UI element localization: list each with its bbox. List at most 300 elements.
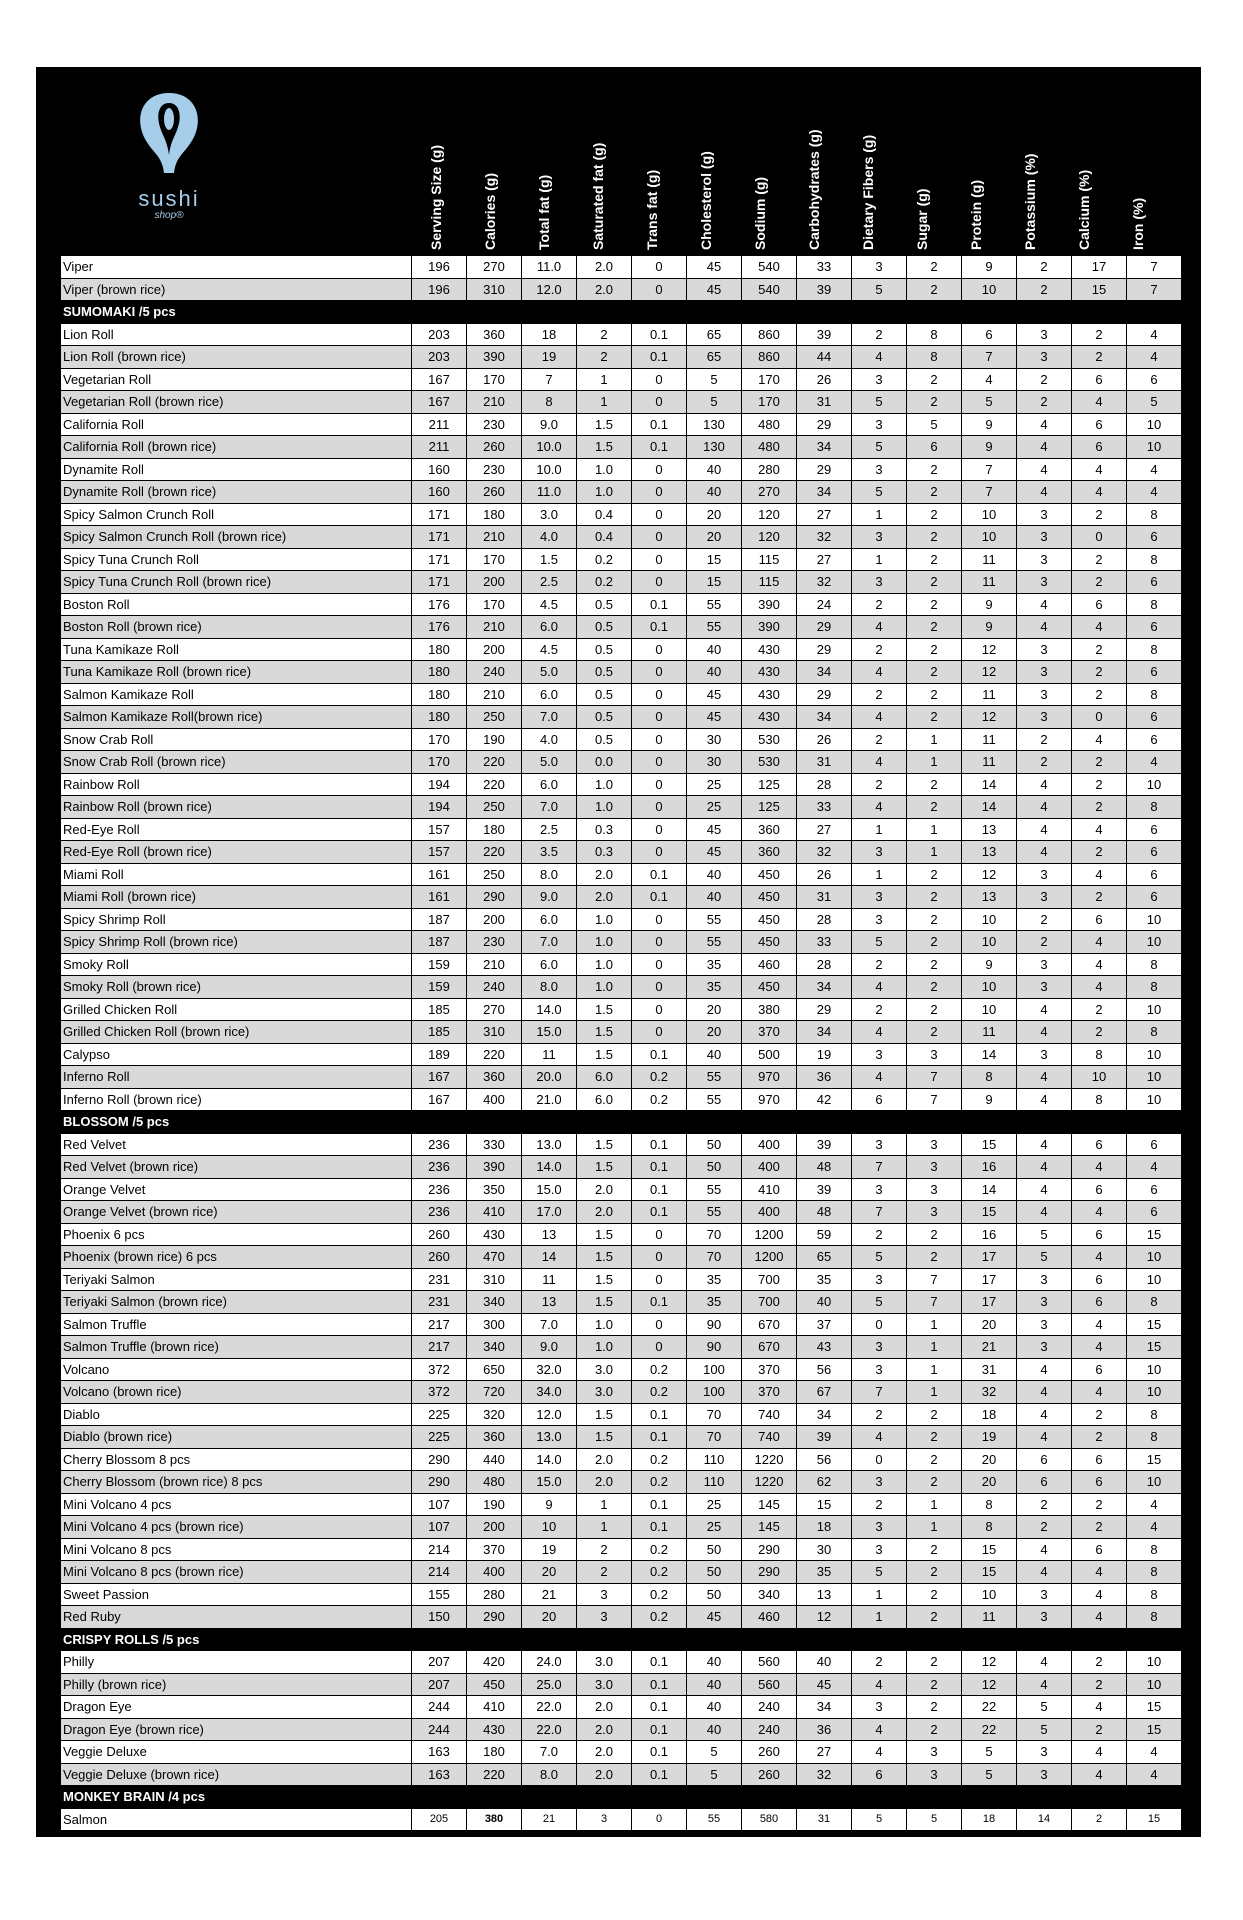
table-cell: 2 <box>852 1493 907 1516</box>
table-row <box>61 548 1182 571</box>
table-cell: 11 <box>962 728 1017 751</box>
table-cell: 4 <box>852 1718 907 1741</box>
table-cell: 1 <box>577 1493 632 1516</box>
table-cell: 2 <box>1072 638 1127 661</box>
table-cell: 31 <box>797 751 852 774</box>
table-cell: 3 <box>1017 1268 1072 1291</box>
table-cell: 2 <box>907 796 962 819</box>
table-cell: 3 <box>852 256 907 279</box>
table-cell: 2 <box>907 953 962 976</box>
table-cell: 2 <box>1017 256 1072 279</box>
table-cell: 21 <box>522 1583 577 1606</box>
table-cell: 2 <box>1072 796 1127 819</box>
table-cell: 3 <box>1017 886 1072 909</box>
item-name: Mini Volcano 8 pcs <box>61 1538 412 1561</box>
table-cell: 7.0 <box>522 706 577 729</box>
table-cell: 8 <box>1127 683 1182 706</box>
table-cell: 180 <box>467 503 522 526</box>
table-cell: 31 <box>797 886 852 909</box>
table-cell: 15 <box>962 1538 1017 1561</box>
table-cell: 0 <box>632 256 687 279</box>
table-cell: 210 <box>467 526 522 549</box>
table-row <box>61 863 1182 886</box>
table-cell: 500 <box>742 1043 797 1066</box>
table-cell: 2 <box>1017 1516 1072 1539</box>
table-cell: 10 <box>962 908 1017 931</box>
table-cell: 4 <box>1017 458 1072 481</box>
table-cell: 4 <box>852 706 907 729</box>
table-cell: 240 <box>467 976 522 999</box>
table-cell: 37 <box>797 1313 852 1336</box>
table-cell: 470 <box>467 1246 522 1269</box>
table-cell: 2 <box>907 773 962 796</box>
table-cell: 3.0 <box>577 1673 632 1696</box>
table-cell: 2 <box>907 278 962 301</box>
table-cell: 1 <box>577 1516 632 1539</box>
table-cell: 1 <box>852 548 907 571</box>
table-cell: 360 <box>467 1426 522 1449</box>
table-cell: 4 <box>1072 481 1127 504</box>
table-cell: 3 <box>852 413 907 436</box>
table-cell: 4 <box>1072 931 1127 954</box>
table-cell: 20 <box>522 1561 577 1584</box>
table-cell: 1.0 <box>577 953 632 976</box>
table-cell: 6 <box>1072 593 1127 616</box>
table-cell: 171 <box>412 503 467 526</box>
table-cell: 14 <box>962 1043 1017 1066</box>
table-cell: 210 <box>467 391 522 414</box>
table-cell: 2 <box>907 1718 962 1741</box>
table-cell: 40 <box>687 481 742 504</box>
table-cell: 5 <box>852 391 907 414</box>
table-cell: 400 <box>742 1201 797 1224</box>
table-cell: 4 <box>1072 818 1127 841</box>
table-cell: 14 <box>1017 1808 1072 1831</box>
table-cell: 10 <box>1127 1246 1182 1269</box>
table-cell: 6.0 <box>577 1066 632 1089</box>
table-cell: 0.2 <box>632 1606 687 1629</box>
table-cell: 4 <box>1072 1696 1127 1719</box>
table-cell: 15 <box>1072 278 1127 301</box>
table-cell: 0.3 <box>577 841 632 864</box>
table-row <box>61 638 1182 661</box>
item-name: Dynamite Roll (brown rice) <box>61 481 412 504</box>
table-cell: 1.5 <box>577 1403 632 1426</box>
table-cell: 10 <box>962 278 1017 301</box>
table-cell: 39 <box>797 323 852 346</box>
table-cell: 1 <box>907 1358 962 1381</box>
table-cell: 6 <box>907 436 962 459</box>
table-cell: 4 <box>1017 1088 1072 1111</box>
table-cell: 214 <box>412 1561 467 1584</box>
table-cell: 190 <box>467 1493 522 1516</box>
table-cell: 6 <box>1127 661 1182 684</box>
table-cell: 10 <box>1127 1066 1182 1089</box>
table-cell: 10 <box>1127 1358 1182 1381</box>
table-cell: 4 <box>1127 1763 1182 1786</box>
table-cell: 0 <box>632 391 687 414</box>
table-cell: 10 <box>1127 1673 1182 1696</box>
table-cell: 8 <box>1127 1291 1182 1314</box>
table-cell: 28 <box>797 908 852 931</box>
item-name: Salmon Truffle <box>61 1313 412 1336</box>
table-cell: 410 <box>467 1696 522 1719</box>
table-cell: 310 <box>467 1021 522 1044</box>
table-cell: 120 <box>742 526 797 549</box>
item-name: Viper (brown rice) <box>61 278 412 301</box>
table-row <box>61 458 1182 481</box>
table-cell: 4.5 <box>522 593 577 616</box>
table-cell: 0.1 <box>632 346 687 369</box>
table-cell: 3 <box>852 1471 907 1494</box>
table-cell: 860 <box>742 323 797 346</box>
table-cell: 236 <box>412 1156 467 1179</box>
table-cell: 3 <box>852 458 907 481</box>
table-cell: 189 <box>412 1043 467 1066</box>
table-cell: 14 <box>962 773 1017 796</box>
table-cell: 8 <box>1127 976 1182 999</box>
table-cell: 720 <box>467 1381 522 1404</box>
table-cell: 700 <box>742 1291 797 1314</box>
table-cell: 4 <box>1072 458 1127 481</box>
table-cell: 50 <box>687 1156 742 1179</box>
column-header-label: Sugar (g) <box>914 188 930 250</box>
table-cell: 8 <box>1127 796 1182 819</box>
table-row <box>61 593 1182 616</box>
table-cell: 0 <box>632 908 687 931</box>
table-cell: 670 <box>742 1336 797 1359</box>
table-cell: 3 <box>1017 571 1072 594</box>
table-cell: 230 <box>467 458 522 481</box>
table-row <box>61 1696 1182 1719</box>
table-cell: 530 <box>742 751 797 774</box>
item-name: California Roll (brown rice) <box>61 436 412 459</box>
table-cell: 6 <box>1127 886 1182 909</box>
table-cell: 2 <box>907 526 962 549</box>
table-row <box>61 1403 1182 1426</box>
table-row <box>61 1156 1182 1179</box>
table-cell: 5 <box>1017 1246 1072 1269</box>
table-cell: 11 <box>522 1043 577 1066</box>
table-cell: 2.0 <box>577 863 632 886</box>
table-cell: 2 <box>907 548 962 571</box>
table-row <box>61 1471 1182 1494</box>
table-cell: 1220 <box>742 1448 797 1471</box>
table-cell: 40 <box>797 1651 852 1674</box>
table-cell: 15.0 <box>522 1178 577 1201</box>
table-cell: 2 <box>1072 1808 1127 1831</box>
table-cell: 1.0 <box>577 1336 632 1359</box>
table-cell: 0.1 <box>632 1718 687 1741</box>
table-cell: 0 <box>1072 706 1127 729</box>
table-cell: 125 <box>742 796 797 819</box>
table-cell: 0.1 <box>632 1201 687 1224</box>
table-cell: 270 <box>467 998 522 1021</box>
item-name: Viper <box>61 256 412 279</box>
table-cell: 14 <box>962 1178 1017 1201</box>
item-name: Inferno Roll <box>61 1066 412 1089</box>
table-cell: 0 <box>632 818 687 841</box>
section-title: MONKEY BRAIN /4 pcs <box>61 1786 1182 1809</box>
column-header-label: Protein (g) <box>968 180 984 250</box>
table-cell: 2 <box>1072 571 1127 594</box>
table-cell: 3 <box>1017 346 1072 369</box>
table-cell: 2 <box>1017 728 1072 751</box>
table-cell: 25 <box>687 1493 742 1516</box>
table-cell: 6 <box>1072 1358 1127 1381</box>
table-cell: 36 <box>797 1066 852 1089</box>
item-name: Spicy Tuna Crunch Roll (brown rice) <box>61 571 412 594</box>
table-cell: 8 <box>1127 1538 1182 1561</box>
table-cell: 20 <box>962 1448 1017 1471</box>
table-cell: 8 <box>522 391 577 414</box>
table-cell: 430 <box>467 1718 522 1741</box>
table-row <box>61 616 1182 639</box>
item-name: Red Velvet <box>61 1133 412 1156</box>
table-cell: 5.0 <box>522 751 577 774</box>
table-cell: 12.0 <box>522 1403 577 1426</box>
item-name: Teriyaki Salmon (brown rice) <box>61 1291 412 1314</box>
table-cell: 10 <box>1127 931 1182 954</box>
table-cell: 2.0 <box>577 1763 632 1786</box>
table-cell: 4 <box>1017 481 1072 504</box>
table-cell: 19 <box>962 1426 1017 1449</box>
table-cell: 4 <box>1072 1741 1127 1764</box>
table-cell: 203 <box>412 323 467 346</box>
table-row <box>61 998 1182 1021</box>
table-row <box>61 683 1182 706</box>
item-name: Miami Roll (brown rice) <box>61 886 412 909</box>
table-cell: 330 <box>467 1133 522 1156</box>
table-cell: 2 <box>907 1246 962 1269</box>
table-row <box>61 1606 1182 1629</box>
table-cell: 4 <box>852 346 907 369</box>
table-cell: 0 <box>632 1313 687 1336</box>
table-cell: 380 <box>742 998 797 1021</box>
table-cell: 240 <box>742 1718 797 1741</box>
table-cell: 4 <box>1017 1156 1072 1179</box>
table-row <box>61 1088 1182 1111</box>
table-cell: 3 <box>907 1763 962 1786</box>
table-cell: 430 <box>467 1223 522 1246</box>
table-cell: 460 <box>742 953 797 976</box>
column-header-label: Calcium (%) <box>1076 169 1092 250</box>
table-cell: 2 <box>852 1223 907 1246</box>
item-name: Rainbow Roll <box>61 773 412 796</box>
table-cell: 211 <box>412 436 467 459</box>
table-cell: 6 <box>1072 1448 1127 1471</box>
column-header <box>1074 70 1094 250</box>
table-cell: 10 <box>962 526 1017 549</box>
item-name: Vegetarian Roll (brown rice) <box>61 391 412 414</box>
table-cell: 4 <box>1127 1493 1182 1516</box>
table-cell: 0 <box>632 773 687 796</box>
table-cell: 214 <box>412 1538 467 1561</box>
table-cell: 450 <box>742 886 797 909</box>
table-cell: 1 <box>907 728 962 751</box>
table-cell: 340 <box>742 1583 797 1606</box>
table-cell: 159 <box>412 953 467 976</box>
table-cell: 13 <box>962 841 1017 864</box>
table-cell: 0.1 <box>632 1156 687 1179</box>
table-cell: 6 <box>1072 1471 1127 1494</box>
table-cell: 40 <box>687 863 742 886</box>
column-header <box>588 70 608 250</box>
table-cell: 5 <box>687 368 742 391</box>
table-cell: 8 <box>1127 1403 1182 1426</box>
table-cell: 220 <box>467 751 522 774</box>
table-cell: 11 <box>962 1021 1017 1044</box>
table-cell: 0.4 <box>577 526 632 549</box>
item-name: Salmon Kamikaze Roll(brown rice) <box>61 706 412 729</box>
table-cell: 4 <box>852 1741 907 1764</box>
table-cell: 15 <box>962 1561 1017 1584</box>
table-cell: 3 <box>1017 548 1072 571</box>
table-cell: 26 <box>797 863 852 886</box>
table-cell: 280 <box>467 1583 522 1606</box>
table-cell: 6 <box>1072 1178 1127 1201</box>
table-cell: 18 <box>522 323 577 346</box>
table-cell: 0 <box>632 683 687 706</box>
table-cell: 350 <box>467 1178 522 1201</box>
table-cell: 0 <box>632 278 687 301</box>
table-cell: 11 <box>962 548 1017 571</box>
table-cell: 21 <box>522 1808 577 1831</box>
table-cell: 55 <box>687 931 742 954</box>
table-cell: 145 <box>742 1516 797 1539</box>
table-cell: 236 <box>412 1178 467 1201</box>
table-row <box>61 1538 1182 1561</box>
table-cell: 0.2 <box>577 548 632 571</box>
table-cell: 2 <box>1072 773 1127 796</box>
table-cell: 1 <box>852 818 907 841</box>
item-name: Cherry Blossom 8 pcs <box>61 1448 412 1471</box>
table-cell: 0 <box>632 661 687 684</box>
table-cell: 3 <box>907 1133 962 1156</box>
table-cell: 210 <box>467 953 522 976</box>
item-name: Smoky Roll <box>61 953 412 976</box>
table-cell: 250 <box>467 706 522 729</box>
table-row <box>61 1043 1182 1066</box>
table-cell: 55 <box>687 908 742 931</box>
table-cell: 100 <box>687 1381 742 1404</box>
table-cell: 0.1 <box>632 593 687 616</box>
table-cell: 4 <box>1127 1741 1182 1764</box>
table-row <box>61 1808 1182 1831</box>
table-row <box>61 841 1182 864</box>
table-cell: 25 <box>687 1516 742 1539</box>
table-cell: 0 <box>852 1448 907 1471</box>
table-cell: 27 <box>797 503 852 526</box>
table-cell: 27 <box>797 548 852 571</box>
table-cell: 130 <box>687 436 742 459</box>
item-name: Salmon Truffle (brown rice) <box>61 1336 412 1359</box>
table-row <box>61 908 1182 931</box>
item-name: Tuna Kamikaze Roll (brown rice) <box>61 661 412 684</box>
table-cell: 2 <box>1017 368 1072 391</box>
table-cell: 35 <box>797 1268 852 1291</box>
table-cell: 6.0 <box>522 953 577 976</box>
table-cell: 34.0 <box>522 1381 577 1404</box>
table-cell: 3.5 <box>522 841 577 864</box>
table-cell: 1.0 <box>577 481 632 504</box>
table-cell: 2 <box>1017 931 1072 954</box>
table-cell: 2 <box>1072 886 1127 909</box>
table-cell: 2 <box>907 683 962 706</box>
table-cell: 55 <box>687 1088 742 1111</box>
table-row <box>61 1718 1182 1741</box>
table-cell: 3 <box>1017 1741 1072 1764</box>
table-cell: 2 <box>907 616 962 639</box>
table-cell: 5 <box>907 413 962 436</box>
table-cell: 13.0 <box>522 1426 577 1449</box>
table-cell: 34 <box>797 1696 852 1719</box>
table-cell: 10 <box>1127 413 1182 436</box>
table-cell: 3 <box>852 908 907 931</box>
table-cell: 560 <box>742 1651 797 1674</box>
table-cell: 4 <box>852 751 907 774</box>
table-cell: 4 <box>1017 796 1072 819</box>
table-cell: 19 <box>522 346 577 369</box>
table-cell: 220 <box>467 1763 522 1786</box>
table-cell: 125 <box>742 773 797 796</box>
table-cell: 1200 <box>742 1246 797 1269</box>
table-cell: 0.1 <box>632 1516 687 1539</box>
table-cell: 370 <box>742 1021 797 1044</box>
table-cell: 14.0 <box>522 998 577 1021</box>
table-cell: 4 <box>962 368 1017 391</box>
table-cell: 20 <box>687 1021 742 1044</box>
column-header-label: Calories (g) <box>482 172 498 250</box>
table-cell: 110 <box>687 1448 742 1471</box>
table-cell: 210 <box>467 683 522 706</box>
table-cell: 6.0 <box>522 908 577 931</box>
table-cell: 1 <box>852 503 907 526</box>
table-cell: 3 <box>1017 1763 1072 1786</box>
table-cell: 10 <box>1127 1651 1182 1674</box>
table-cell: 2 <box>852 953 907 976</box>
table-cell: 30 <box>797 1538 852 1561</box>
table-cell: 4 <box>1127 1156 1182 1179</box>
table-cell: 100 <box>687 1358 742 1381</box>
table-cell: 4 <box>1072 616 1127 639</box>
table-cell: 2 <box>1072 661 1127 684</box>
table-cell: 14.0 <box>522 1448 577 1471</box>
column-header-label: Serving Size (g) <box>428 144 444 250</box>
table-cell: 0.2 <box>632 1088 687 1111</box>
table-cell: 170 <box>467 368 522 391</box>
table-cell: 480 <box>467 1471 522 1494</box>
table-cell: 25.0 <box>522 1673 577 1696</box>
table-cell: 8 <box>1127 1561 1182 1584</box>
table-cell: 5 <box>962 1741 1017 1764</box>
item-name: Red-Eye Roll (brown rice) <box>61 841 412 864</box>
table-cell: 4 <box>852 1673 907 1696</box>
table-cell: 2.5 <box>522 818 577 841</box>
table-cell: 11.0 <box>522 256 577 279</box>
table-row <box>61 1178 1182 1201</box>
table-cell: 6 <box>1127 728 1182 751</box>
table-cell: 0 <box>632 796 687 819</box>
table-cell: 440 <box>467 1448 522 1471</box>
table-cell: 8 <box>1127 593 1182 616</box>
table-cell: 2 <box>907 1223 962 1246</box>
table-cell: 430 <box>742 706 797 729</box>
table-cell: 25 <box>687 796 742 819</box>
table-cell: 29 <box>797 616 852 639</box>
table-cell: 1.5 <box>577 1426 632 1449</box>
table-header <box>36 67 1201 255</box>
